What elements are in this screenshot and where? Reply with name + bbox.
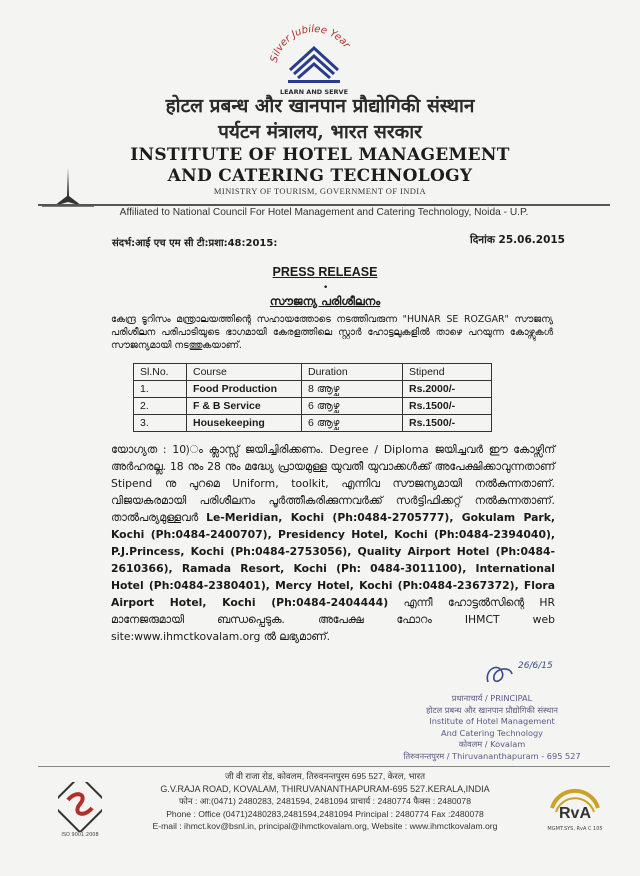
cell-slno: 2. — [134, 398, 187, 415]
logo-motto: LEARN AND SERVE — [279, 88, 349, 96]
svg-text:RvA: RvA — [558, 805, 592, 822]
letter-date: दिनांक 25.06.2015 — [470, 234, 565, 246]
ministry-name: MINISTRY OF TOURISM, GOVERNMENT OF INDIA — [213, 186, 427, 196]
table-row — [134, 381, 492, 398]
signature-mark — [480, 648, 570, 690]
stamp-line-place: कोवलम / Kovalam — [458, 739, 526, 749]
institute-name-line1: INSTITUTE OF HOTEL MANAGEMENT — [130, 145, 510, 165]
signature-date: 26/6/15 — [518, 661, 553, 671]
eligibility-text: യോഗ്യത : 10)ം ക്ലാസ്സ് ജയിച്ചിരിക്കണം. Degree / Diploma ജയിച്ചവർ ഈ കോഴ്സിന് അർഹരല്ല. 18 നും 28 നും മദ്ധ്യേ പ്രായമുള്ള യുവതീ യുവാക്കൾക്ക് അപേക്ഷിക്കാവുന്നതാണ് Stipend നു പുറമെ Uniform, toolkit, എന്നിവ സൗജന്യമായി നൽകുന്നതാണ്. വിജയകരമായി പരിശീലനം പൂർത്തീകരിക്കുന്നവർക്ക് സർട്ടിഫിക്കറ്റ് നൽകുന്നതാണ്. താൽപര്യമുള്ളവർ — [111, 443, 555, 524]
footer-hindi-address: जी वी राजा रोड, कोवलम, तिरुवनन्तपुरम 695 527, केरल, भारत — [224, 771, 426, 781]
table-row — [134, 415, 492, 432]
document-subtitle: സൗജന്യ പരിശീലനം — [269, 294, 381, 308]
ministry-name-hindi: पर्यटन मंत्रालय, भारत सरकार — [218, 121, 422, 143]
logo-arc-text: Silver Jubilee Year — [268, 23, 352, 64]
rva-logo-icon — [546, 778, 604, 826]
header-slno: Sl.No. — [134, 364, 187, 381]
header-stipend: Stipend — [403, 364, 492, 381]
header-duration: Duration — [302, 364, 403, 381]
course-table — [133, 363, 492, 432]
footer-email: E-mail : ihmct.kov@bsnl.in, principal@ihmctkovalam.org, Website : www.ihmctkovalam.org — [152, 821, 498, 831]
footer-address — [120, 770, 530, 833]
footer-english-address: G.V.RAJA ROAD, KOVALAM, THIRUVANANTHAPURAM-695 527.KERALA,INDIA — [160, 783, 490, 794]
cell-stipend: Rs.2000/- — [403, 381, 492, 398]
table-row — [134, 398, 492, 415]
contact-instructions: എന്നീ ഹോട്ടൽസിന്റെ HR മാനേജരുമായി ബന്ധപ്പെടുക. അപേക്ഷ ഫോറം IHMCT web site:www.ihmctkovalam.org ൽ ലഭ്യമാണ്. — [111, 596, 555, 643]
cell-duration: 6 ആഴ്ച — [302, 398, 403, 415]
footer-divider — [38, 766, 610, 767]
reference-number: संदर्भ:आई एच एम सी टी:प्रशा:48:2015: — [112, 238, 278, 249]
institute-logo — [262, 8, 366, 98]
stamp-line-city: तिरुवनन्तपुरम / Thiruvananthapuram - 695 527 — [403, 750, 581, 761]
cell-course: F & B Service — [187, 398, 302, 415]
cell-stipend: Rs.1500/- — [403, 398, 492, 415]
cell-stipend: Rs.1500/- — [403, 415, 492, 432]
rva-label: MGMT.SYS. RvA C 105 — [547, 826, 603, 832]
certification-logo-icon — [58, 782, 102, 832]
cell-course: Food Production — [187, 381, 302, 398]
iso-label: ISO 9001:2008 — [61, 832, 99, 838]
title-dot: • — [323, 283, 329, 293]
header-course: Course — [187, 364, 302, 381]
principal-stamp — [392, 693, 592, 762]
cell-slno: 1. — [134, 381, 187, 398]
cell-duration: 6 ആഴ്ച — [302, 415, 403, 432]
footer-hindi-phone: फोन : आ:(0471) 2480283, 2481594, 2481094 प्राचार्य : 2480774 फैक्स : 2480078 — [179, 796, 471, 806]
cell-slno: 3. — [134, 415, 187, 432]
hotel-contacts: Le-Meridian, Kochi (Ph:0484-2705777), Gokulam Park, Kochi (Ph:0484-2400707), Presidency Hotel, Kochi (Ph:0484-2394040), P.J.Princess, Kochi (Ph:0484-2753056), Quality Airport Hotel (Ph:0484-2610366), Ramada Resort, Kochi (Ph: 0484-3011100), International Hotel (Ph:0484-2380401), Mercy Hotel, Kochi (Ph:0484-2367372), Flora Airport Hotel, Kochi (Ph:0484-2404444) — [111, 511, 555, 609]
stamp-line-institute: Institute of Hotel Management — [429, 716, 555, 726]
body-paragraph — [111, 441, 555, 645]
intro-paragraph: കേന്ദ്ര ടൂറിസം മന്ത്രാലയത്തിന്റെ സഹായത്തോടെ നടത്തിവരുന്ന "HUNAR SE ROZGAR" സൗജന്യ പരിശീലന പരിപാടിയുടെ ഭാഗമായി കേരളത്തിലെ സ്റ്റാർ ഹോട്ടലുകളിൽ താഴെ പറയുന്ന കോഴ്സുകൾ സൗജന്യമായി നടത്തുകയാണ്. — [111, 314, 553, 351]
cell-course: Housekeeping — [187, 415, 302, 432]
institute-name-line2: AND CATERING TECHNOLOGY — [167, 166, 473, 186]
footer-phone: Phone : Office (0471)2480283,2481594,2481094 Principal : 2480774 Fax :2480078 — [166, 808, 484, 819]
document-title: PRESS RELEASE — [272, 265, 378, 279]
affiliation-line: Affiliated to National Council For Hotel Management and Catering Technology, Noida - U.P. — [119, 207, 529, 218]
table-header-row — [134, 364, 492, 381]
stamp-line-title: प्रधानाचार्य / PRINCIPAL — [451, 693, 533, 703]
institute-name-hindi: होटल प्रबन्ध और खानपान प्रौद्योगिकी संस्थान — [165, 95, 475, 117]
cell-duration: 8 ആഴ്ച — [302, 381, 403, 398]
stamp-line-hindi: होटल प्रबन्ध और खानपान प्रौद्योगिकी संस्थान — [426, 704, 558, 715]
stamp-line-catering: And Catering Technology — [440, 727, 544, 738]
